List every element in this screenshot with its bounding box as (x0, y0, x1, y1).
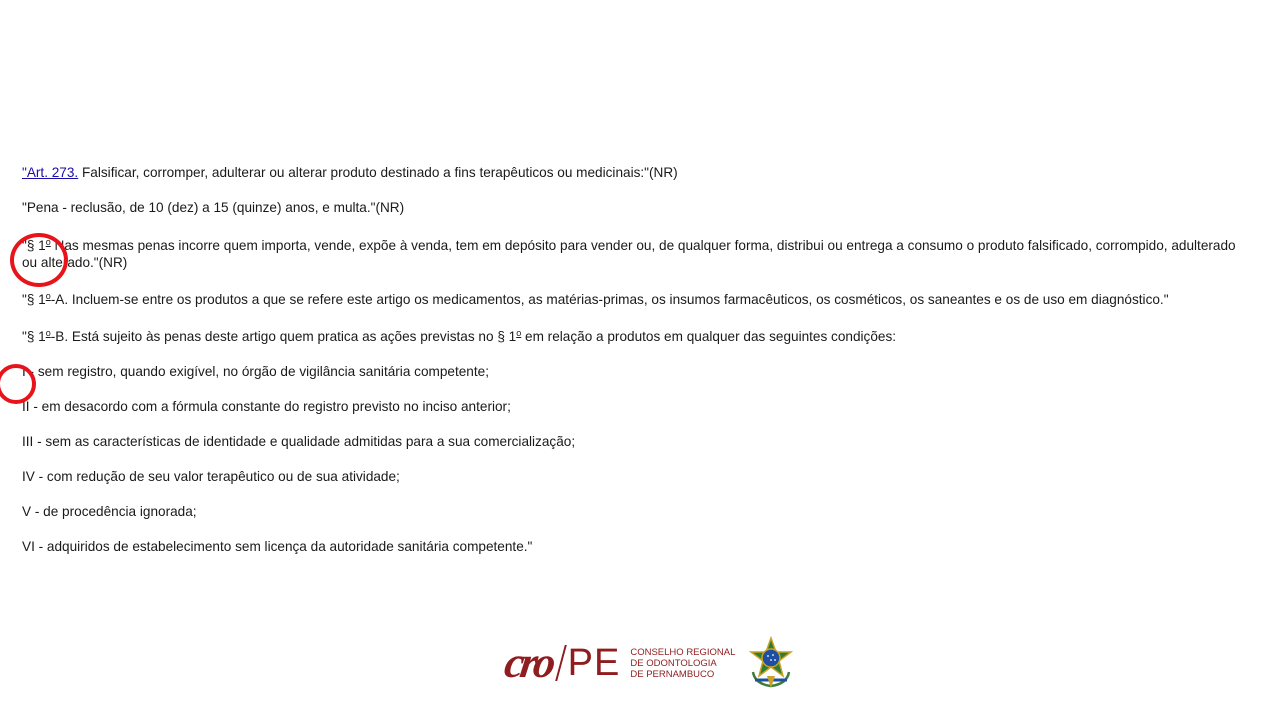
paragraph-1-text: Nas mesmas penas incorre quem importa, vende, expõe à venda, tem em depósito para vender ou, de qualquer forma, distribui ou entrega a consumo o produto falsificado, corrompido, adulterado ou alterado."(NR) (22, 238, 1236, 270)
item-i: I - sem registro, quando exigível, no órgão de vigilância sanitária competente; (22, 364, 489, 379)
footer-logo (501, 636, 797, 690)
item-vi: VI - adquiridos de estabelecimento sem licença da autoridade sanitária competente." (22, 539, 533, 554)
paragraph-1a (22, 291, 1252, 308)
logo-caption (630, 647, 735, 680)
ordinal-indicator: o (516, 328, 522, 338)
item-ii: II - em desacordo com a fórmula constante do registro previsto no inciso anterior; (22, 399, 511, 414)
logo-separator (555, 645, 567, 681)
art-273-text: Falsificar, corromper, adulterar ou alterar produto destinado a fins terapêuticos ou medicinais:"(NR) (78, 165, 678, 180)
cro-logo-mark: cro (501, 638, 556, 687)
item-iii: III - sem as características de identidade e qualidade admitidas para a sua comercialização; (22, 434, 576, 449)
law-text (22, 164, 1252, 555)
item-iv: IV - com redução de seu valor terapêutico ou de sua atividade; (22, 469, 400, 484)
paragraph-1b (22, 328, 1252, 345)
logo-caption-line: CONSELHO REGIONAL (630, 646, 736, 658)
logo-caption-line: DE PERNAMBUCO (630, 668, 715, 680)
paragraph-1b-text-a: -B. Está sujeito às penas deste artigo quem pratica as ações previstas no § 1 (50, 329, 517, 344)
art-273-paragraph (22, 164, 1252, 181)
paragraph-1a-prefix: "§ 1 (22, 292, 46, 307)
paragraph-1-prefix: "§ 1 (22, 238, 46, 253)
paragraph-1 (22, 237, 1252, 271)
ordinal-indicator: o (45, 291, 51, 301)
ordinal-indicator: o (45, 328, 51, 338)
logo-caption-line: DE ODONTOLOGIA (630, 657, 717, 669)
logo-state: PE (567, 642, 621, 684)
paragraph-1a-text: -A. Incluem-se entre os produtos a que se refere este artigo os medicamentos, as matérias-primas, os insumos farmacêuticos, os cosméticos, os saneantes e os de uso em diagnóstico." (50, 292, 1169, 307)
ordinal-indicator: o (45, 237, 51, 247)
paragraph-1b-text-b: em relação a produtos em qualquer das seguintes condições: (521, 329, 897, 344)
item-v: V - de procedência ignorada; (22, 504, 197, 519)
art-273-link[interactable]: "Art. 273. (22, 165, 79, 180)
brazil-coat-of-arms-icon (745, 636, 797, 690)
paragraph-1b-prefix: "§ 1 (22, 329, 46, 344)
pena-paragraph: "Pena - reclusão, de 10 (dez) a 15 (quinze) anos, e multa."(NR) (22, 200, 405, 215)
annotation-circle-paragraph-1 (10, 233, 68, 287)
